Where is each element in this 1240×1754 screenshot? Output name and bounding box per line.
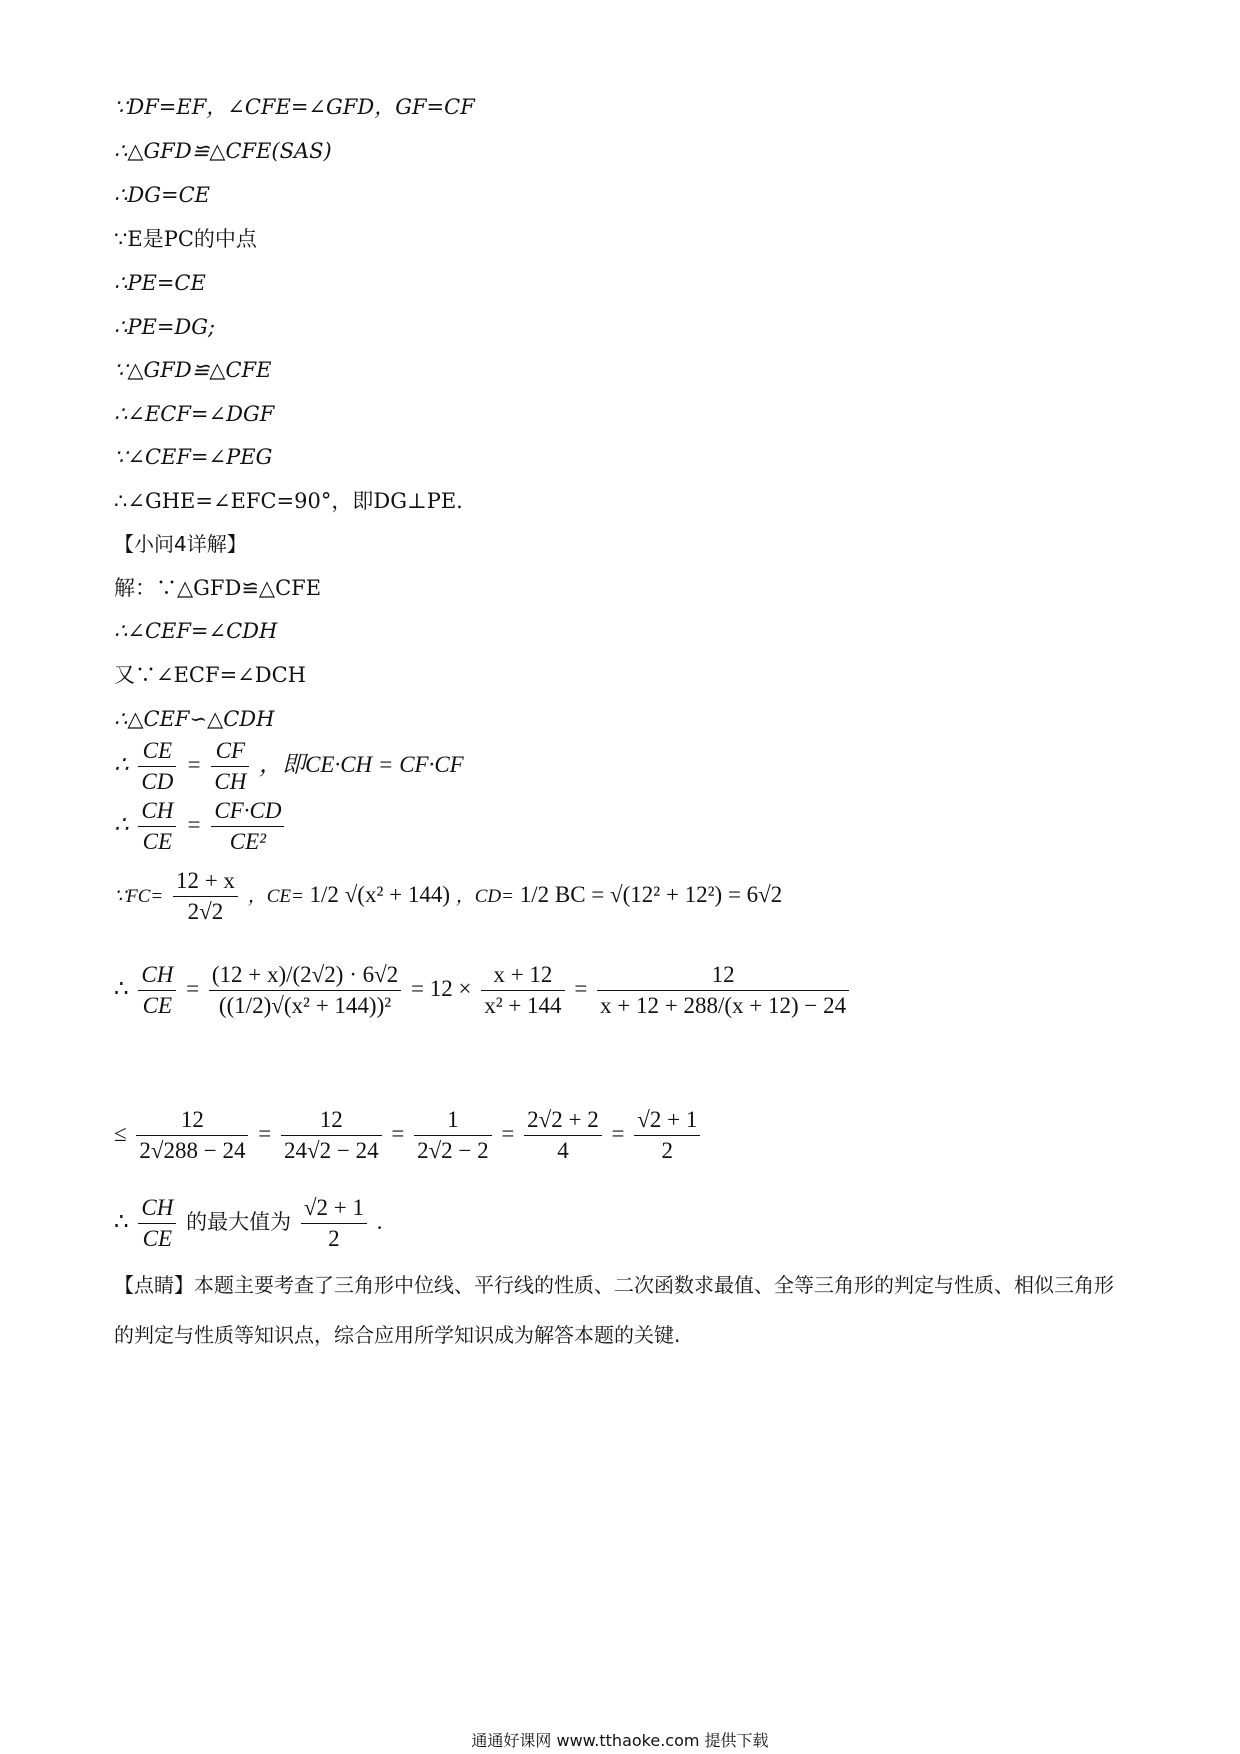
proof-line: ∴PE=CE [114,271,206,295]
proof-line: ∵E是PC的中点 [114,227,257,251]
section-heading: 【小问4详解】 [114,532,247,556]
fraction: $\frac{CH}{CE}$ [138,960,176,1021]
fraction: $\frac{12}{x + 12 + 288/(x + 12) - 24}$ [597,960,849,1021]
solution-line: ∴∠CEF=∠CDH [114,619,278,643]
solution-line: ∴△CEF∽△CDH [114,707,275,731]
equation-conclusion: ∴ $\frac{CH}{CE}$ 的最大值为 $\frac{√2 + 1}{2}$ . [114,1193,382,1254]
fraction: $\frac{12}{2√288 - 24}$ [136,1105,248,1166]
solution-line: 又∵∠ECF=∠DCH [114,663,306,687]
proof-line: ∵DF=EF，∠CFE=∠GFD，GF=CF [114,95,475,119]
proof-line: ∴PE=DG; [114,315,216,339]
equation-ratio: ∴ $\frac{CH}{CE}$ = $\frac{CF\cdot CD}{\text{CE²}}$ [114,796,288,857]
proof-line: ∵△GFD≌△CFE [114,358,272,382]
fraction: $\frac{12 + x}{2√2}$ [173,866,238,927]
proof-line: ∴DG=CE [114,183,210,207]
equation-inequality: ≤ $\frac{12}{2√288 - 24}$ = $\frac{12}{24√2 - 24}$ = $\frac{1}{2√2 - 2}$ = $\frac{2√2 + 2}{4}$ = $\frac{√2 + 1}{2}$ [114,1105,704,1166]
fraction: $\frac{CH}{CE}$ [138,1193,176,1254]
comment-paragraph: 【点睛】本题主要考查了三角形中位线、平行线的性质、二次函数求最值、全等三角形的判定与性质、相似三角形的判定与性质等知识点，综合应用所学知识成为解答本题的关键. [114,1273,1114,1347]
proof-line: ∴△GFD≌△CFE(SAS) [114,139,332,163]
fraction: $\frac{CF}{CH}$ [211,736,249,797]
fraction: $\frac{x + 12}{\text{x² + 144}}$ [481,960,564,1021]
solution-line: 解：∵△GFD≌△CFE [114,576,322,600]
fraction: $\frac{(12 + x)/(2√2) \cdot 6√2}{\text{((1/2)√(x² + 144))²}}$ [209,960,401,1021]
fraction: $\frac{√2 + 1}{2}$ [301,1193,367,1254]
equation-lengths: ∵FC= $\frac{12 + x}{2√2}$ ，CE= 1/2 √(x² + 144) ，CD= 1/2 BC = √(12² + 12²) = 6√2 [114,866,782,927]
fraction: $\frac{CH}{CE}$ [138,796,176,857]
fraction: $\frac{1}{2√2 - 2}$ [414,1105,492,1166]
fraction: $\frac{2√2 + 2}{4}$ [524,1105,602,1166]
proof-line: ∴∠ECF=∠DGF [114,402,275,426]
fraction: $\frac{CE}{CD}$ [138,736,176,797]
equation-proportion: ∴ $\frac{CE}{CD}$ = $\frac{CF}{CH}$ ，即CE·CH = CF·CF [114,736,464,797]
footer-watermark: 通通好课网 www.tthaoke.com 提供下载 [471,1731,769,1750]
fraction: $\frac{√2 + 1}{2}$ [634,1105,700,1166]
fraction: $\frac{12}{24√2 - 24}$ [281,1105,382,1166]
proof-line: ∵∠CEF=∠PEG [114,445,273,469]
fraction: $\frac{CF\cdot CD}{\text{CE²}}$ [211,796,284,857]
equation-substitution: ∴ $\frac{CH}{CE}$ = $\frac{(12 + x)/(2√2) \cdot 6√2}{\text{((1/2)√(x² + 144))²}}$ = 12 × $\frac{x + 12}{\text{x² + 144}}$ = $\frac{12}{x + 12 + 288/(x + 12) - 24}$ [114,960,853,1021]
proof-line: ∴∠GHE=∠EFC=90°，即DG⊥PE. [114,489,463,513]
